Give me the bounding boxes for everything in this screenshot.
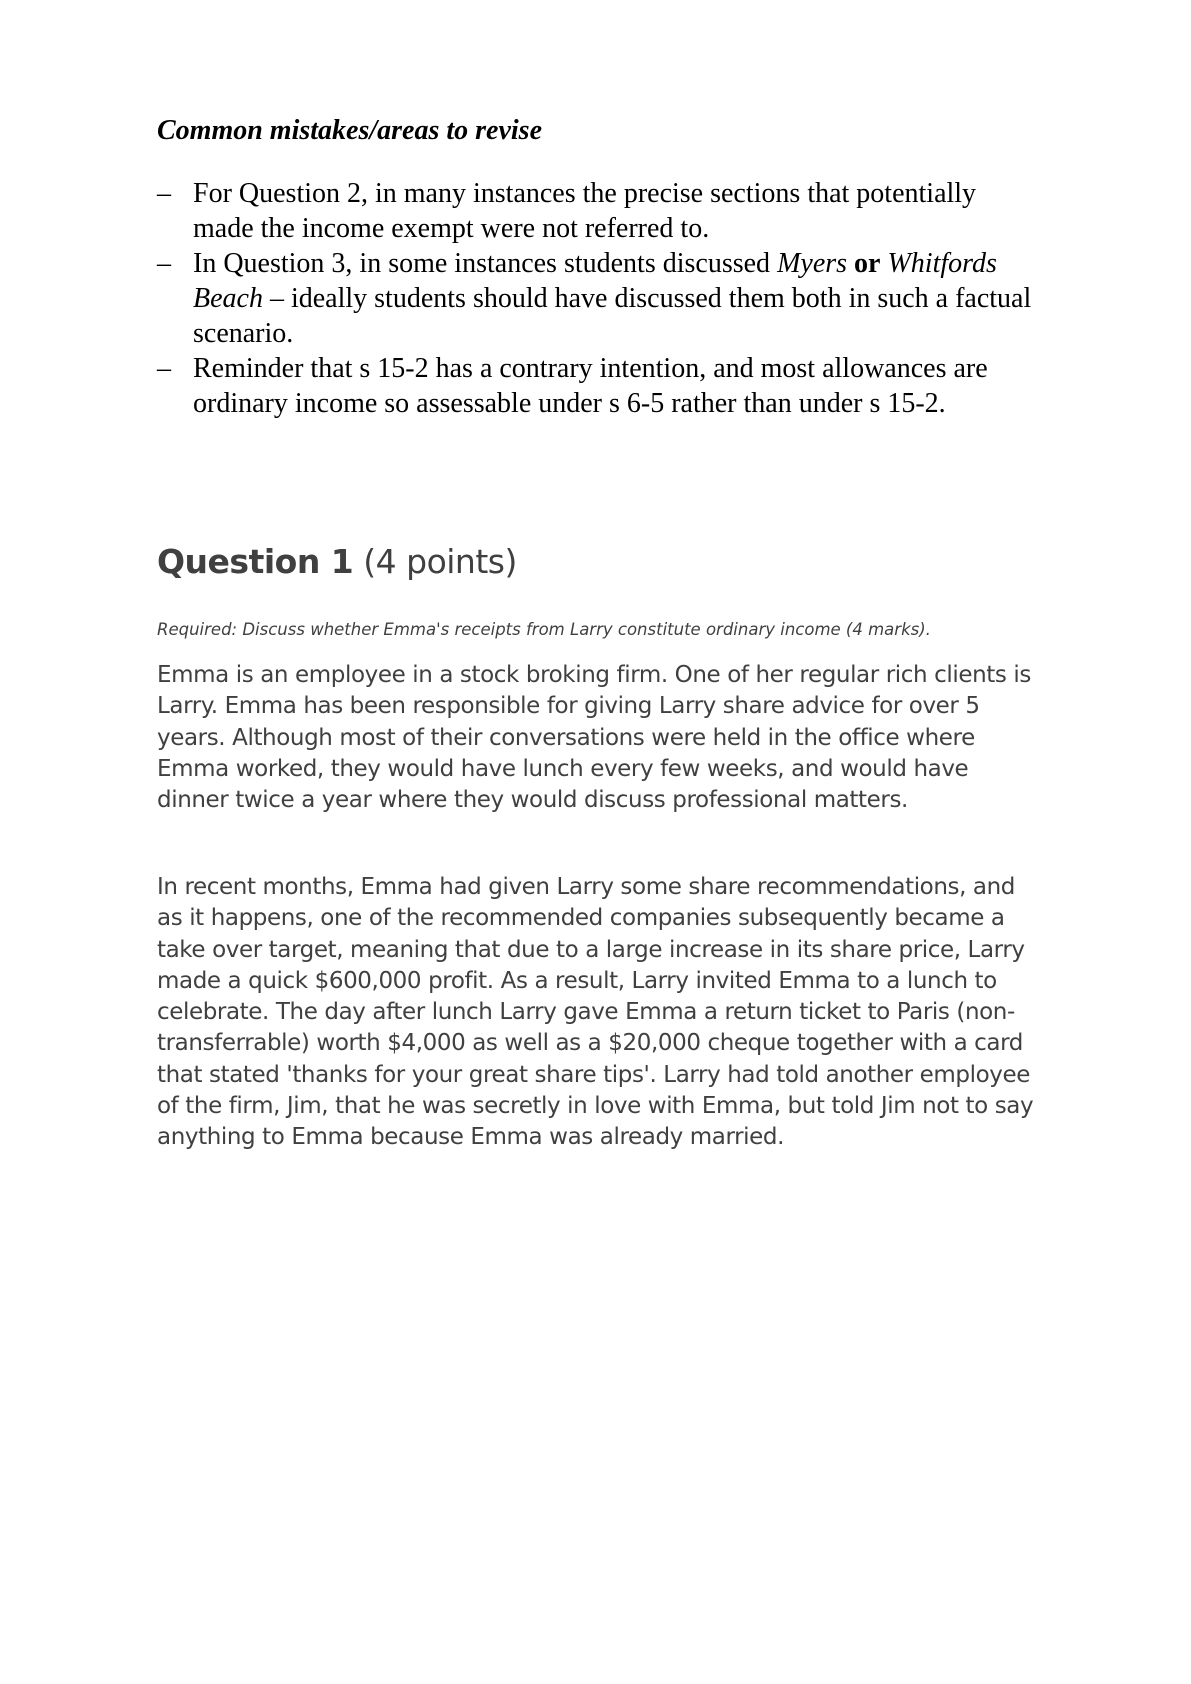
list-item-text: – ideally students should have discussed them both in such a factual scenario. [193, 283, 1032, 349]
common-mistakes-heading: Common mistakes/areas to revise [157, 115, 542, 146]
case-name-whitfords-beach: Whitfords Beach [193, 248, 997, 314]
emphasis-or: or [854, 248, 881, 279]
question-points: (4 points) [353, 542, 517, 581]
case-name-myers: Myers [777, 248, 848, 279]
common-mistakes-list [157, 176, 1037, 421]
required-instruction: Required: Discuss whether Emma's receipts from Larry constitute ordinary income (4 marks). [157, 620, 931, 639]
list-item [157, 351, 1037, 421]
question-paragraph: In recent months, Emma had given Larry some share recommendations, and as it happens, one of the recommended companies subsequently became a take over target, meaning that due to a large increase in its share price, Larry made a quick $600,000 profit. As a result, Larry invited Emma to a lunch to celebrate. The day after lunch Larry gave Emma a return ticket to Paris (non-transferrable) worth $4,000 as well as a $20,000 cheque together with a card that stated 'thanks for your great share tips'. Larry had told another employee of the firm, Jim, that he was secretly in love with Emma, but told Jim not to say anything to Emma because Emma was already married. [157, 874, 1034, 1151]
question-paragraph: Emma is an employee in a stock broking firm. One of her regular rich clients is Larry. Emma has been responsible for giving Larry share advice for over 5 years. Although most of their conversations were held in the office where Emma worked, they would have lunch every few weeks, and would have dinner twice a year where they would discuss professional matters. [157, 662, 1031, 814]
dash-bullet: – [157, 178, 171, 209]
list-item [157, 176, 1037, 246]
list-item [157, 246, 1037, 351]
space [847, 248, 854, 279]
question-heading [157, 540, 517, 584]
list-item-text: For Question 2, in many instances the precise sections that potentially made the income exempt were not referred to. [193, 178, 977, 244]
dash-bullet: – [157, 248, 171, 279]
list-item-text: In Question 3, in some instances students discussed [193, 248, 778, 279]
dash-bullet: – [157, 353, 171, 384]
list-item-text: Reminder that s 15-2 has a contrary intention, and most allowances are ordinary income so assessable under s 6-5 rather than under s 15-2. [193, 353, 988, 419]
question-title: Question 1 [157, 542, 354, 581]
